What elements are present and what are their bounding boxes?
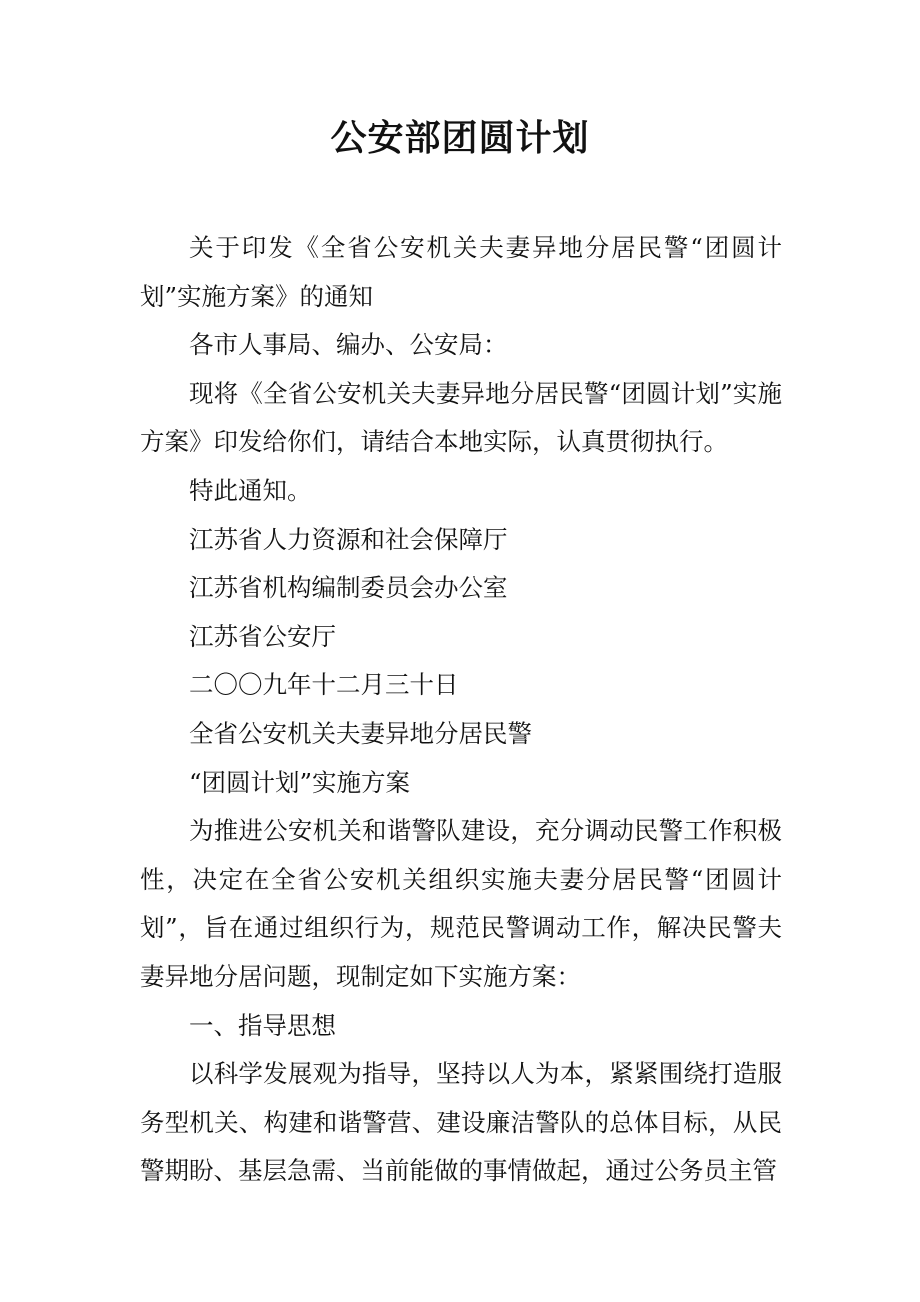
- paragraph-plan-title-1: 全省公安机关夫妻异地分居民警: [189, 718, 532, 748]
- document-title: 公安部团圆计划: [330, 117, 590, 159]
- paragraph-section-heading: 一、指导思想: [189, 1010, 336, 1040]
- paragraph-intro: 为推进公安机关和谐警队建设，充分调动民警工作积极性，决定在全省公安机关组织实施夫妻分居民警“团圆计划”，旨在通过组织行为，规范民警调动工作，解决民警夫妻异地分居问题，现制定如下实施方案：: [140, 816, 782, 991]
- paragraph-notice-body: 现将《全省公安机关夫妻异地分居民警“团圆计划”实施方案》印发给你们，请结合本地实际，认真贯彻执行。: [140, 378, 782, 457]
- paragraph-issuer-1: 江苏省人力资源和社会保障厅: [189, 524, 508, 554]
- paragraph-plan-title-2: “团圆计划”实施方案: [189, 767, 411, 797]
- paragraph-notice-title: 关于印发《全省公安机关夫妻异地分居民警“团圆计划”实施方案》的通知: [140, 233, 782, 311]
- document-body: [140, 224, 782, 1196]
- paragraph-guiding-thought: 以科学发展观为指导，坚持以人为本，紧紧围绕打造服务型机关、构建和谐警营、建设廉洁警队的总体目标，从民警期盼、基层急需、当前能做的事情做起，通过公务员主管: [140, 1059, 782, 1186]
- paragraph-issuer-3: 江苏省公安厅: [189, 621, 336, 651]
- paragraph-recipients: 各市人事局、编办、公安局：: [189, 330, 508, 360]
- paragraph-date: 二〇〇九年十二月三十日: [189, 670, 459, 700]
- paragraph-closing: 特此通知。: [189, 475, 312, 505]
- paragraph-issuer-2: 江苏省机构编制委员会办公室: [189, 573, 508, 603]
